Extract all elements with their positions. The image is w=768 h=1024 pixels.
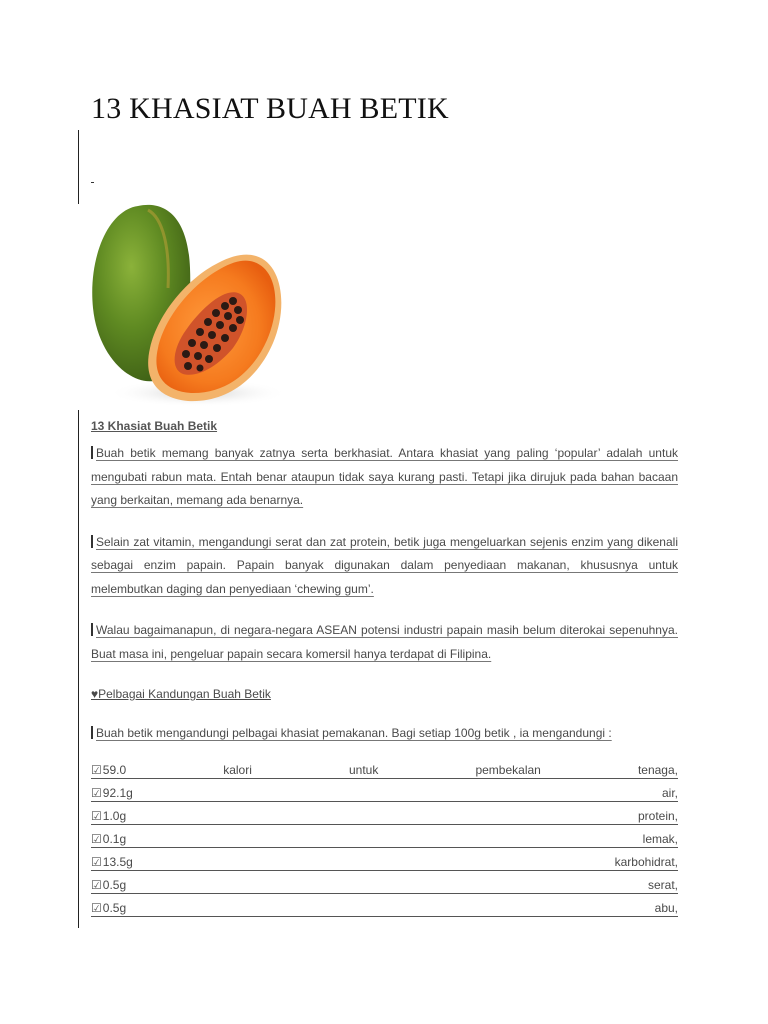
para-marker xyxy=(91,535,93,548)
divider xyxy=(91,182,94,183)
nutrient-row: ☑ 1.0g protein, xyxy=(91,802,678,825)
page-title: 13 KHASIAT BUAH BETIK xyxy=(91,92,449,125)
papaya-image xyxy=(88,198,288,410)
margin-bar xyxy=(78,130,79,204)
article-subtitle: 13 Khasiat Buah Betik xyxy=(91,419,218,433)
nutrient-row: ☑ 92.1g air, xyxy=(91,779,678,802)
checkbox-icon: ☑ xyxy=(91,854,102,869)
intro-paragraph: Buah betik mengandungi pelbagai khasiat pemakanan. Bagi setiap 100g betik , ia mengandungi : xyxy=(91,722,678,746)
checkbox-icon: ☑ xyxy=(91,785,102,800)
para-marker xyxy=(91,446,93,459)
nutrient-row: ☑ 0.5g serat, xyxy=(91,871,678,894)
section-heading: ♥Pelbagai Kandungan Buah Betik xyxy=(91,687,271,701)
checkbox-icon: ☑ xyxy=(91,762,102,777)
para-marker xyxy=(91,726,93,739)
nutrient-row: ☑ 13.5g karbohidrat, xyxy=(91,848,678,871)
checkbox-icon: ☑ xyxy=(91,808,102,823)
checkbox-icon: ☑ xyxy=(91,877,102,892)
para-marker xyxy=(91,623,93,636)
nutrient-row: ☑ 0.5g abu, xyxy=(91,894,678,917)
article-body xyxy=(91,418,678,917)
paragraph: Walau bagaimanapun, di negara-negara ASEAN potensi industri papain masih belum diterokai sepenuhnya. Buat masa ini, pengeluar papain secara komersil hanya terdapat di Filipina. xyxy=(91,623,678,661)
checkbox-icon: ☑ xyxy=(91,900,102,915)
paragraph: Buah betik memang banyak zatnya serta berkhasiat. Antara khasiat yang paling ‘popular’ adalah untuk mengubati rabun mata. Entah benar ataupun tidak saya kurang pasti. Tetapi jika dirujuk pada bahan bacaan yang berkaitan, memang ada benarnya. xyxy=(91,446,678,507)
checkbox-icon: ☑ xyxy=(91,831,102,846)
margin-bar xyxy=(78,410,79,928)
nutrient-row: ☑ 0.1g lemak, xyxy=(91,825,678,848)
nutrient-row: ☑ 59.0 kalori untuk pembekalan tenaga, xyxy=(91,756,678,779)
paragraph: Selain zat vitamin, mengandungi serat dan zat protein, betik juga mengeluarkan sejenis enzim yang dikenali sebagai enzim papain. Papain banyak digunakan dalam penyediaan makanan, khususnya untuk melembutkan daging dan penyediaan ‘chewing gum’. xyxy=(91,534,678,596)
nutrient-list xyxy=(91,756,678,917)
